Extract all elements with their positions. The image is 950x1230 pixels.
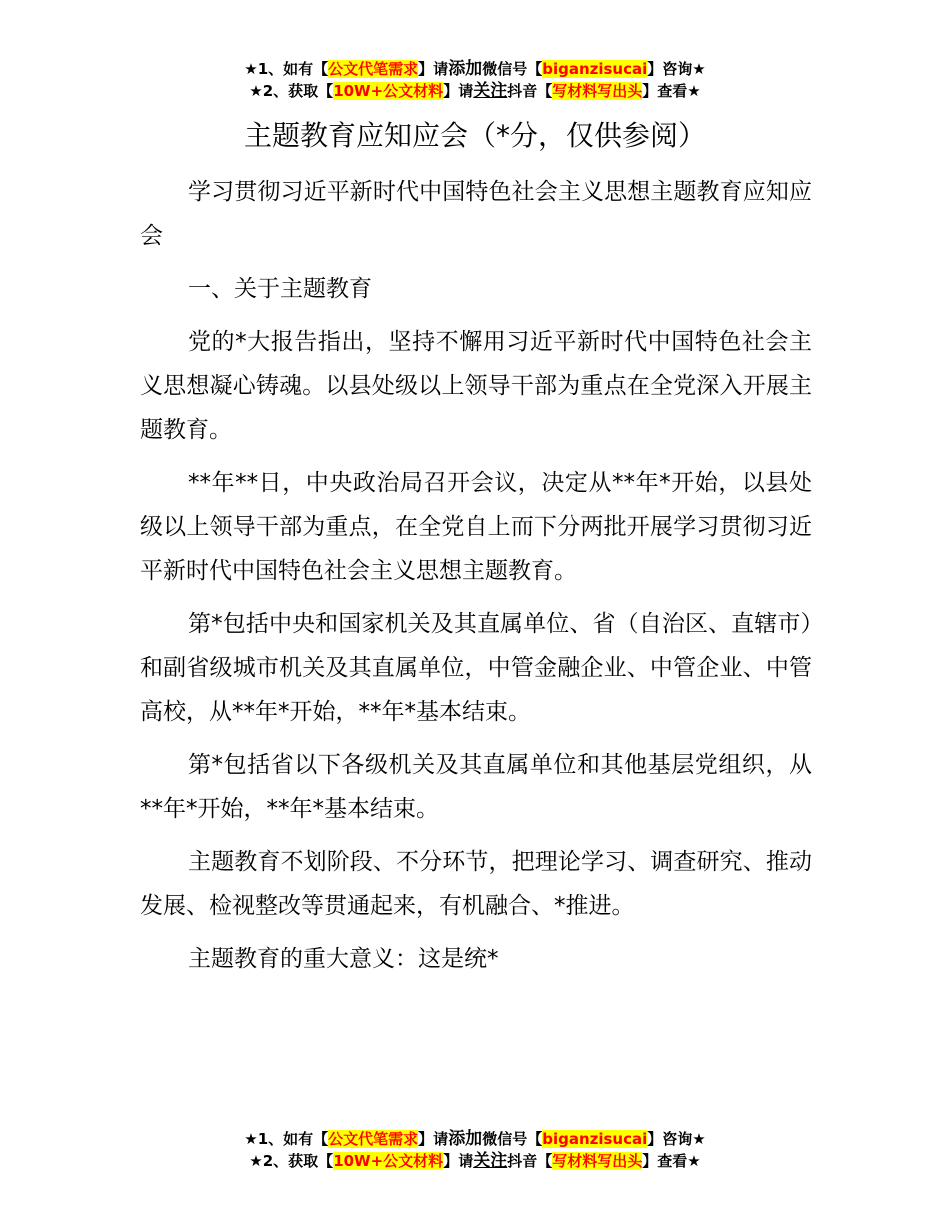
- document-title: 主题教育应知应会（*分，仅供参阅）: [243, 119, 706, 152]
- notice-line-2: ★2、获取【10W+公文材料】请关注抖音【写材料写出头】查看★: [249, 1151, 701, 1171]
- paragraph: 主题教育不划阶段、不分环节，把理论学习、调查研究、推动发展、检视整改等贯通起来，有机融合、*推进。: [140, 849, 812, 919]
- highlight-service: 公文代笔需求: [328, 60, 419, 78]
- paragraph: 学习贯彻习近平新时代中国特色社会主义思想主题教育应知应会: [140, 179, 812, 249]
- document-body: [140, 170, 812, 990]
- highlight-wechat-id: biganzisucai: [542, 60, 648, 78]
- highlight-wechat-id: biganzisucai: [542, 1130, 648, 1148]
- paragraph: **年**日，中央政治局召开会议，决定从**年*开始，以县处级以上领导干部为重点，在全党自上而下分两批开展学习贯彻习近平新时代中国特色社会主义思想主题教育。: [140, 470, 812, 584]
- section-heading: 一、关于主题教育: [188, 276, 372, 302]
- highlight-service: 公文代笔需求: [328, 1130, 419, 1148]
- notice-line-1: ★1、如有【公文代笔需求】请添加微信号【biganzisucai】咨询★: [244, 59, 706, 79]
- paragraph: 第*包括中央和国家机关及其直属单位、省（自治区、直辖市）和副省级城市机关及其直属单位，中管金融企业、中管企业、中管高校，从**年*开始，**年*基本结束。: [140, 611, 812, 725]
- notice-line-2: ★2、获取【10W+公文材料】请关注抖音【写材料写出头】查看★: [249, 81, 701, 101]
- highlight-materials: 10W+公文材料: [333, 82, 444, 100]
- highlight-douyin-id: 写材料写出头: [552, 1152, 643, 1170]
- notice-line-1: ★1、如有【公文代笔需求】请添加微信号【biganzisucai】咨询★: [244, 1129, 706, 1149]
- footer-notice: [0, 1128, 950, 1172]
- header-notice: [0, 58, 950, 102]
- highlight-materials: 10W+公文材料: [333, 1152, 444, 1170]
- highlight-douyin-id: 写材料写出头: [552, 82, 643, 100]
- paragraph: 党的*大报告指出，坚持不懈用习近平新时代中国特色社会主义思想凝心铸魂。以县处级以上领导干部为重点在全党深入开展主题教育。: [140, 329, 812, 443]
- paragraph: 主题教育的重大意义：这是统*: [188, 946, 499, 972]
- paragraph: 第*包括省以下各级机关及其直属单位和其他基层党组织，从**年*开始，**年*基本结束。: [140, 752, 812, 822]
